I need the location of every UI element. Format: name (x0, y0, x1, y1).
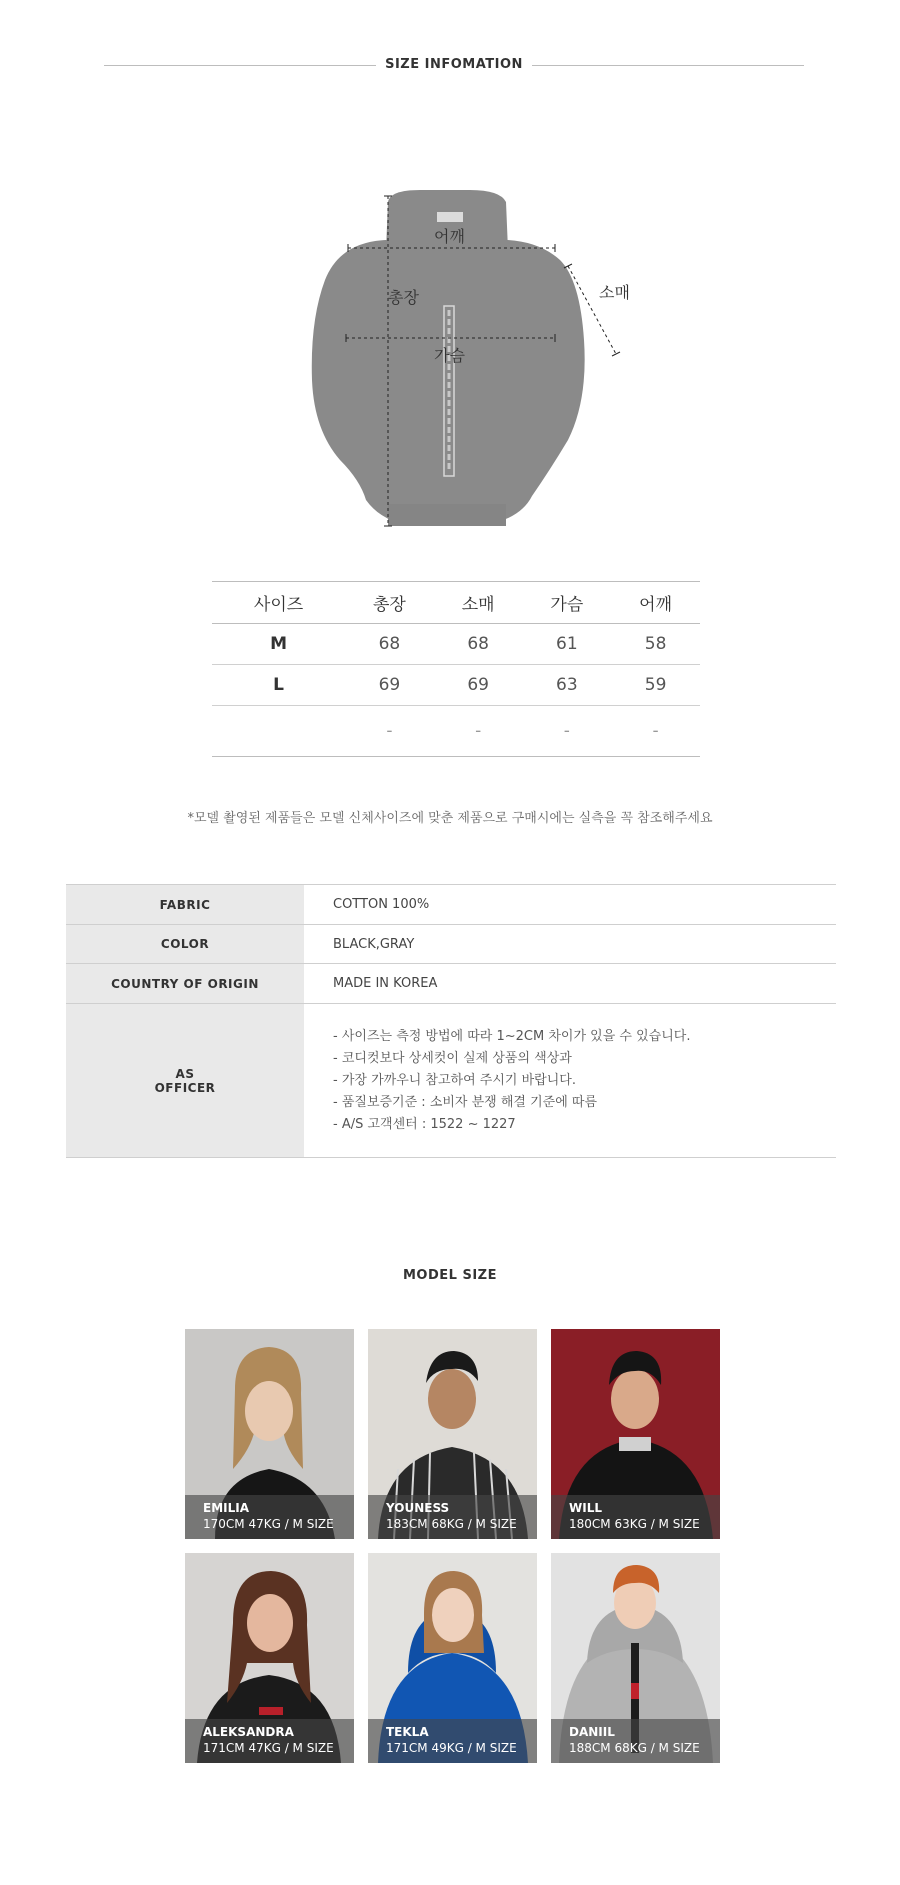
value-cell: - (611, 706, 700, 757)
table-header-row (212, 582, 700, 624)
model-card-daniil (551, 1553, 720, 1763)
color-label: COLOR (66, 925, 304, 964)
info-row-origin (66, 964, 836, 1004)
hoodie-measurement-diagram (300, 180, 650, 540)
header-length: 총장 (345, 582, 434, 624)
model-caption (551, 1495, 720, 1539)
model-name: DANIIL (569, 1725, 615, 1739)
header-chest: 가슴 (523, 582, 612, 624)
value-cell: - (434, 706, 523, 757)
as-line: - 코디컷보다 상세컷이 실제 상품의 색상과 (333, 1050, 572, 1066)
model-card-tekla (368, 1553, 537, 1763)
model-size: 171CM 49KG / M SIZE (386, 1741, 517, 1755)
as-label-line1: AS (175, 1066, 195, 1081)
model-size: 188CM 68KG / M SIZE (569, 1741, 700, 1755)
as-line: - A/S 고객센터 : 1522 ~ 1227 (333, 1116, 516, 1132)
value-cell: 68 (434, 624, 523, 665)
info-row-fabric (66, 885, 836, 925)
origin-value: MADE IN KOREA (304, 964, 836, 1004)
as-line: - 사이즈는 측정 방법에 따라 1~2CM 차이가 있을 수 있습니다. (333, 1028, 691, 1044)
model-name: YOUNESS (386, 1501, 450, 1515)
title-rule-left (104, 65, 376, 66)
origin-label: COUNTRY OF ORIGIN (66, 964, 304, 1004)
hoodie-illustration (300, 180, 650, 540)
model-name: WILL (569, 1501, 602, 1515)
value-cell: - (523, 706, 612, 757)
as-info-text (304, 1004, 836, 1158)
size-cell: M (212, 624, 345, 665)
as-line: - 가장 가까우니 참고하여 주시기 바랍니다. (333, 1072, 576, 1088)
as-line: - 품질보증기준 : 소비자 분쟁 해결 기준에 따름 (333, 1094, 598, 1110)
model-name: EMILIA (203, 1501, 250, 1515)
header-shoulder: 어깨 (611, 582, 700, 624)
measurement-note: *모델 촬영된 제품들은 모델 신체사이즈에 맞춘 제품으로 구매시에는 실측을 꼭 참조해주세요 (187, 811, 713, 826)
length-label: 총장 (388, 288, 419, 307)
value-cell: - (345, 706, 434, 757)
model-card-will (551, 1329, 720, 1539)
model-caption (551, 1719, 720, 1763)
value-cell: 69 (345, 665, 434, 706)
model-card-aleksandra (185, 1553, 354, 1763)
fabric-value: COTTON 100% (304, 885, 836, 925)
product-info-table (66, 884, 836, 1158)
header-sleeve: 소매 (434, 582, 523, 624)
model-name: ALEKSANDRA (203, 1725, 294, 1739)
info-row-as (66, 1004, 836, 1158)
model-name: TEKLA (386, 1725, 429, 1739)
value-cell: 69 (434, 665, 523, 706)
as-label-line2: OFFICER (154, 1080, 216, 1095)
model-caption (368, 1719, 537, 1763)
as-officer-label (66, 1004, 304, 1158)
sleeve-label: 소매 (599, 283, 630, 302)
model-size: 171CM 47KG / M SIZE (203, 1741, 334, 1755)
table-row (212, 665, 700, 706)
size-info-header (0, 56, 900, 76)
title-rule-right (532, 65, 804, 66)
model-grid (185, 1329, 720, 1764)
header-size: 사이즈 (212, 582, 345, 624)
model-caption (185, 1719, 354, 1763)
model-caption (368, 1495, 537, 1539)
model-card-youness (368, 1329, 537, 1539)
shoulder-label: 어깨 (434, 227, 465, 246)
value-cell: 58 (611, 624, 700, 665)
fabric-label: FABRIC (66, 885, 304, 925)
value-cell: 59 (611, 665, 700, 706)
model-size: 183CM 68KG / M SIZE (386, 1517, 517, 1531)
model-size: 170CM 47KG / M SIZE (203, 1517, 334, 1531)
table-row (212, 624, 700, 665)
value-cell: 63 (523, 665, 612, 706)
size-cell: L (212, 665, 345, 706)
color-value: BLACK,GRAY (304, 925, 836, 964)
model-caption (185, 1495, 354, 1539)
section-title: SIZE INFOMATION (385, 57, 523, 72)
info-row-color (66, 925, 836, 964)
model-size-title: MODEL SIZE (403, 1268, 497, 1283)
chest-label: 가슴 (434, 346, 465, 365)
model-size: 180CM 63KG / M SIZE (569, 1517, 700, 1531)
table-row (212, 706, 700, 757)
size-chart-table (212, 581, 700, 757)
model-card-emilia (185, 1329, 354, 1539)
value-cell: 68 (345, 624, 434, 665)
size-cell (212, 706, 345, 757)
value-cell: 61 (523, 624, 612, 665)
